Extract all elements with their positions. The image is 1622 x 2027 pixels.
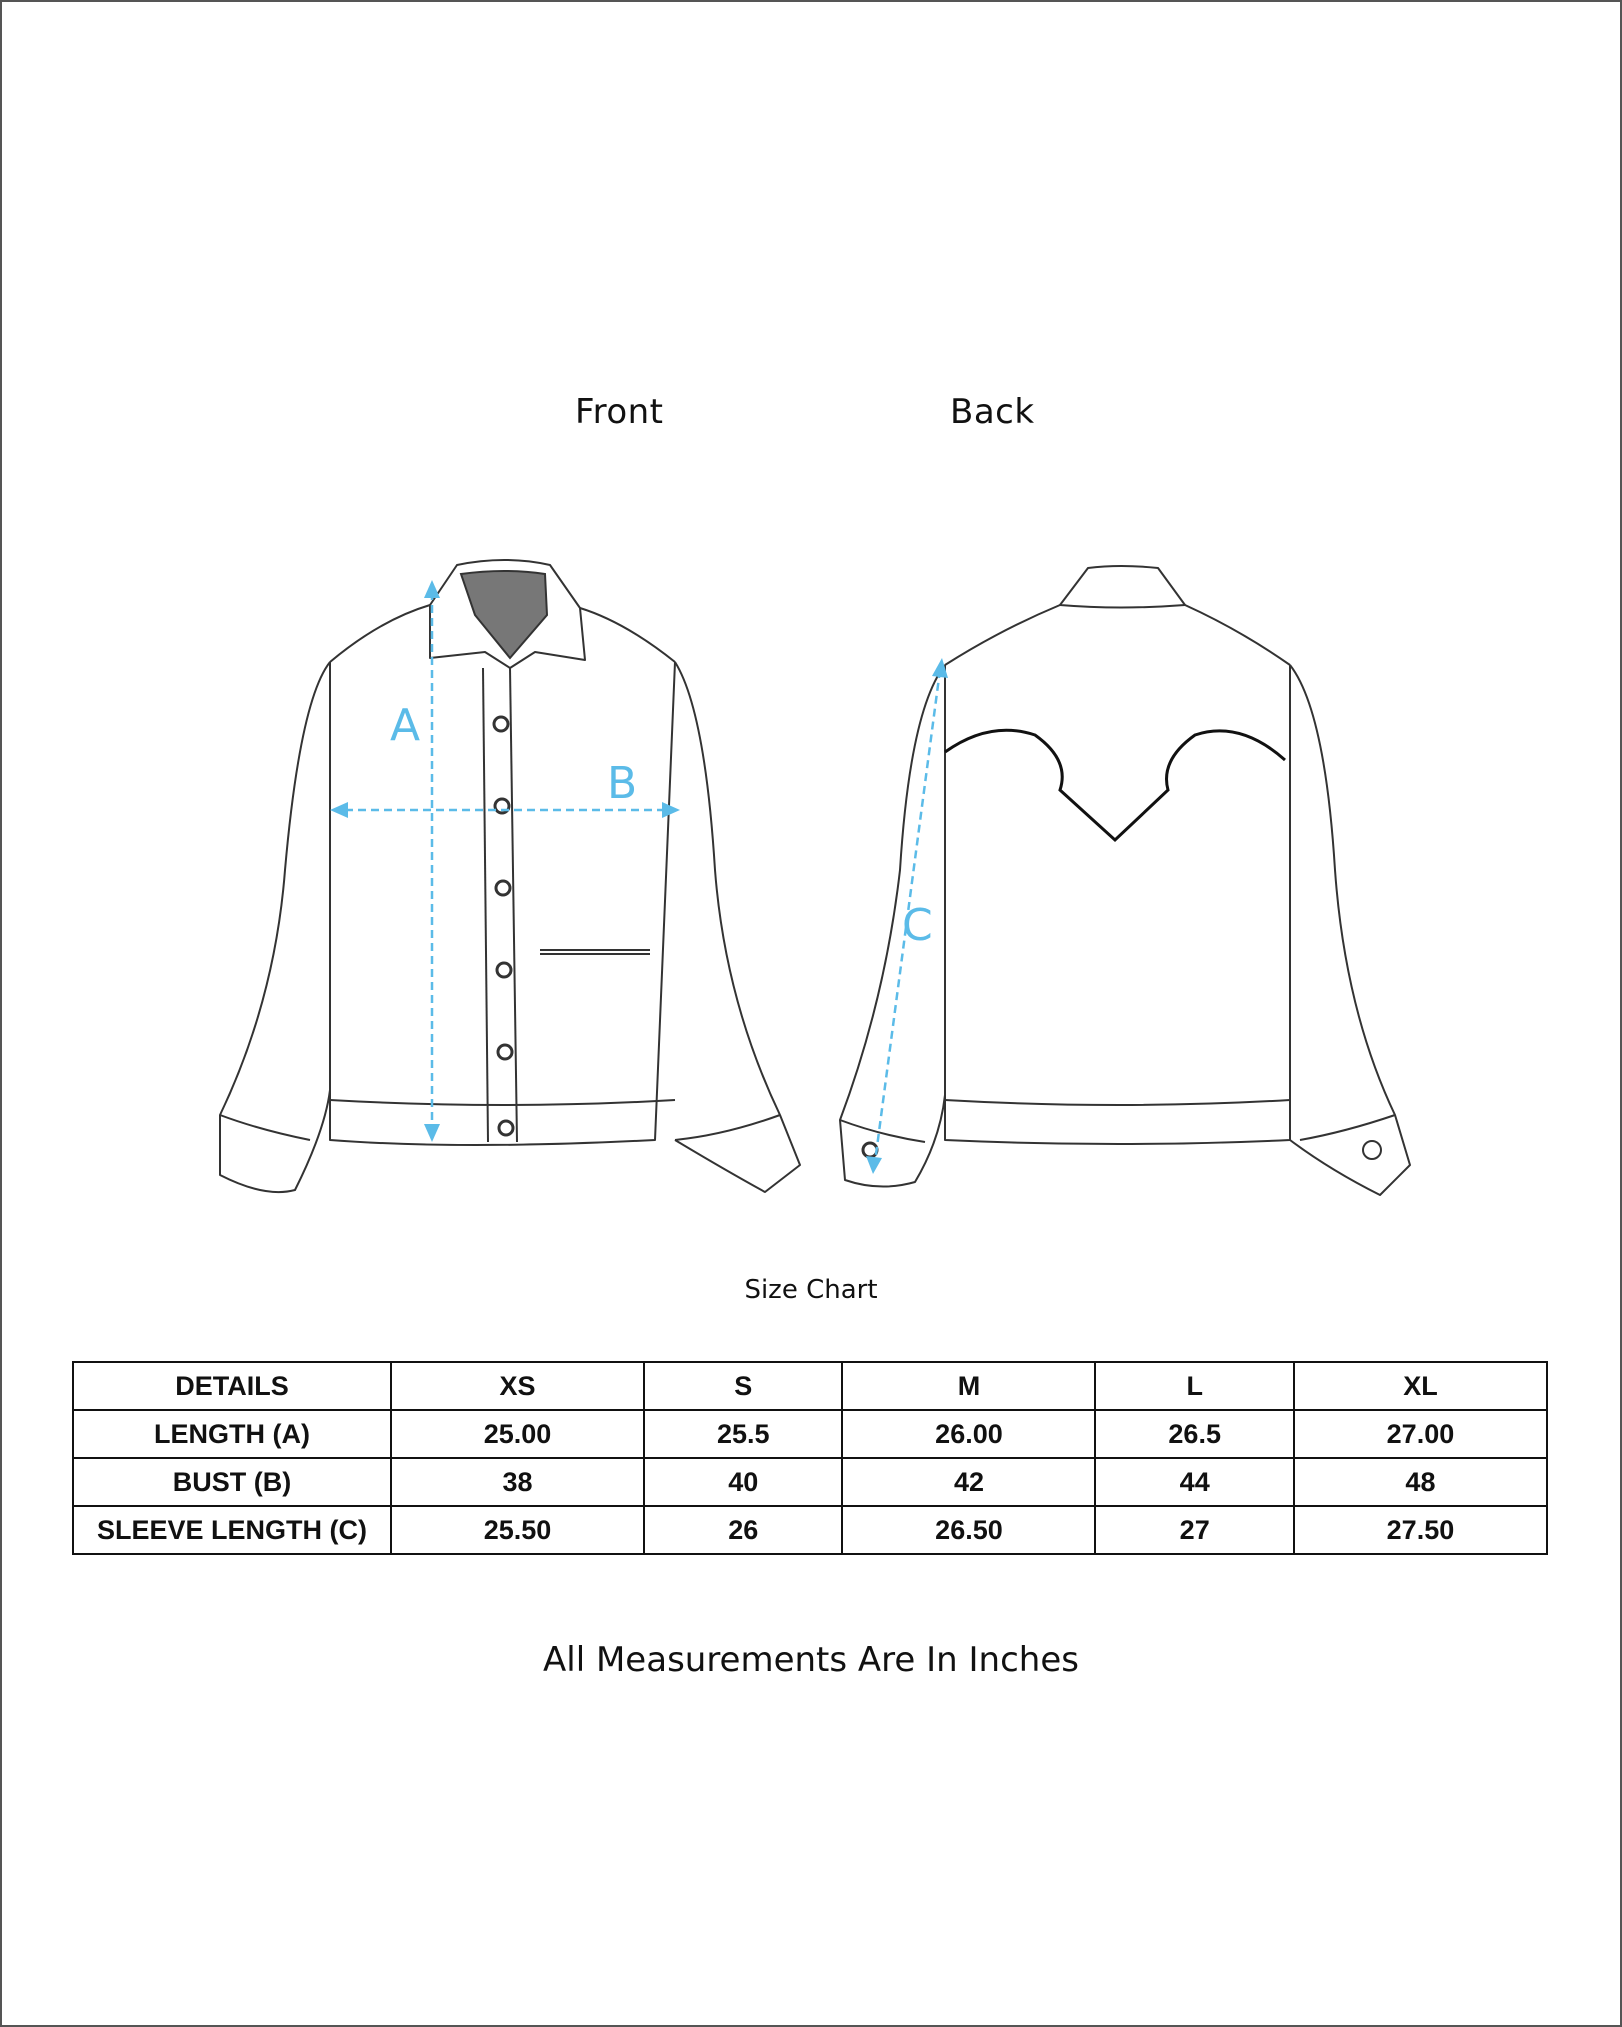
table-header-row xyxy=(73,1362,1547,1410)
button xyxy=(494,717,508,731)
header-cell: M xyxy=(842,1362,1095,1410)
size-chart-title: Size Chart xyxy=(744,1275,878,1305)
table-cell: 48 xyxy=(1294,1458,1547,1506)
table-row xyxy=(73,1458,1547,1506)
row-label-cell: BUST (B) xyxy=(73,1458,391,1506)
table-cell: 44 xyxy=(1095,1458,1293,1506)
table-cell: 25.5 xyxy=(644,1410,842,1458)
measure-letter-b: B xyxy=(607,758,638,809)
back-jacket-illustration xyxy=(820,550,1420,1210)
button xyxy=(497,963,511,977)
arrow-left-icon xyxy=(330,802,348,818)
collar-inner-shade xyxy=(461,571,547,658)
front-view-label: Front xyxy=(575,392,664,432)
front-buttons xyxy=(494,717,513,1135)
table-cell: 38 xyxy=(391,1458,644,1506)
arrow-right-icon xyxy=(662,802,680,818)
table-row xyxy=(73,1506,1547,1554)
table-cell: 27.50 xyxy=(1294,1506,1547,1554)
header-cell: XL xyxy=(1294,1362,1547,1410)
arrow-down-icon xyxy=(424,1124,440,1142)
cuff-button xyxy=(863,1143,877,1157)
measure-letter-a: A xyxy=(390,700,421,751)
table-cell: 26.50 xyxy=(842,1506,1095,1554)
measurement-unit-note: All Measurements Are In Inches xyxy=(543,1640,1079,1680)
table-cell: 42 xyxy=(842,1458,1095,1506)
table-cell: 27.00 xyxy=(1294,1410,1547,1458)
back-jacket-outline xyxy=(840,566,1410,1195)
back-yoke-line xyxy=(945,730,1285,840)
table-cell: 26 xyxy=(644,1506,842,1554)
arrow-down-icon xyxy=(866,1156,882,1174)
back-view-label: Back xyxy=(950,392,1035,432)
front-jacket-illustration xyxy=(205,550,805,1210)
table-cell: 25.50 xyxy=(391,1506,644,1554)
button xyxy=(498,1045,512,1059)
table-cell: 26.5 xyxy=(1095,1410,1293,1458)
measure-letter-c: C xyxy=(902,900,933,951)
table-cell: 40 xyxy=(644,1458,842,1506)
size-chart-table xyxy=(72,1361,1548,1555)
row-label-cell: LENGTH (A) xyxy=(73,1410,391,1458)
table-cell: 27 xyxy=(1095,1506,1293,1554)
row-label-cell: SLEEVE LENGTH (C) xyxy=(73,1506,391,1554)
header-cell: L xyxy=(1095,1362,1293,1410)
arrow-up-icon xyxy=(424,580,440,598)
table-cell: 25.00 xyxy=(391,1410,644,1458)
header-cell: XS xyxy=(391,1362,644,1410)
button xyxy=(496,881,510,895)
table-cell: 26.00 xyxy=(842,1410,1095,1458)
header-cell: S xyxy=(644,1362,842,1410)
button xyxy=(499,1121,513,1135)
header-cell: DETAILS xyxy=(73,1362,391,1410)
table-row xyxy=(73,1410,1547,1458)
